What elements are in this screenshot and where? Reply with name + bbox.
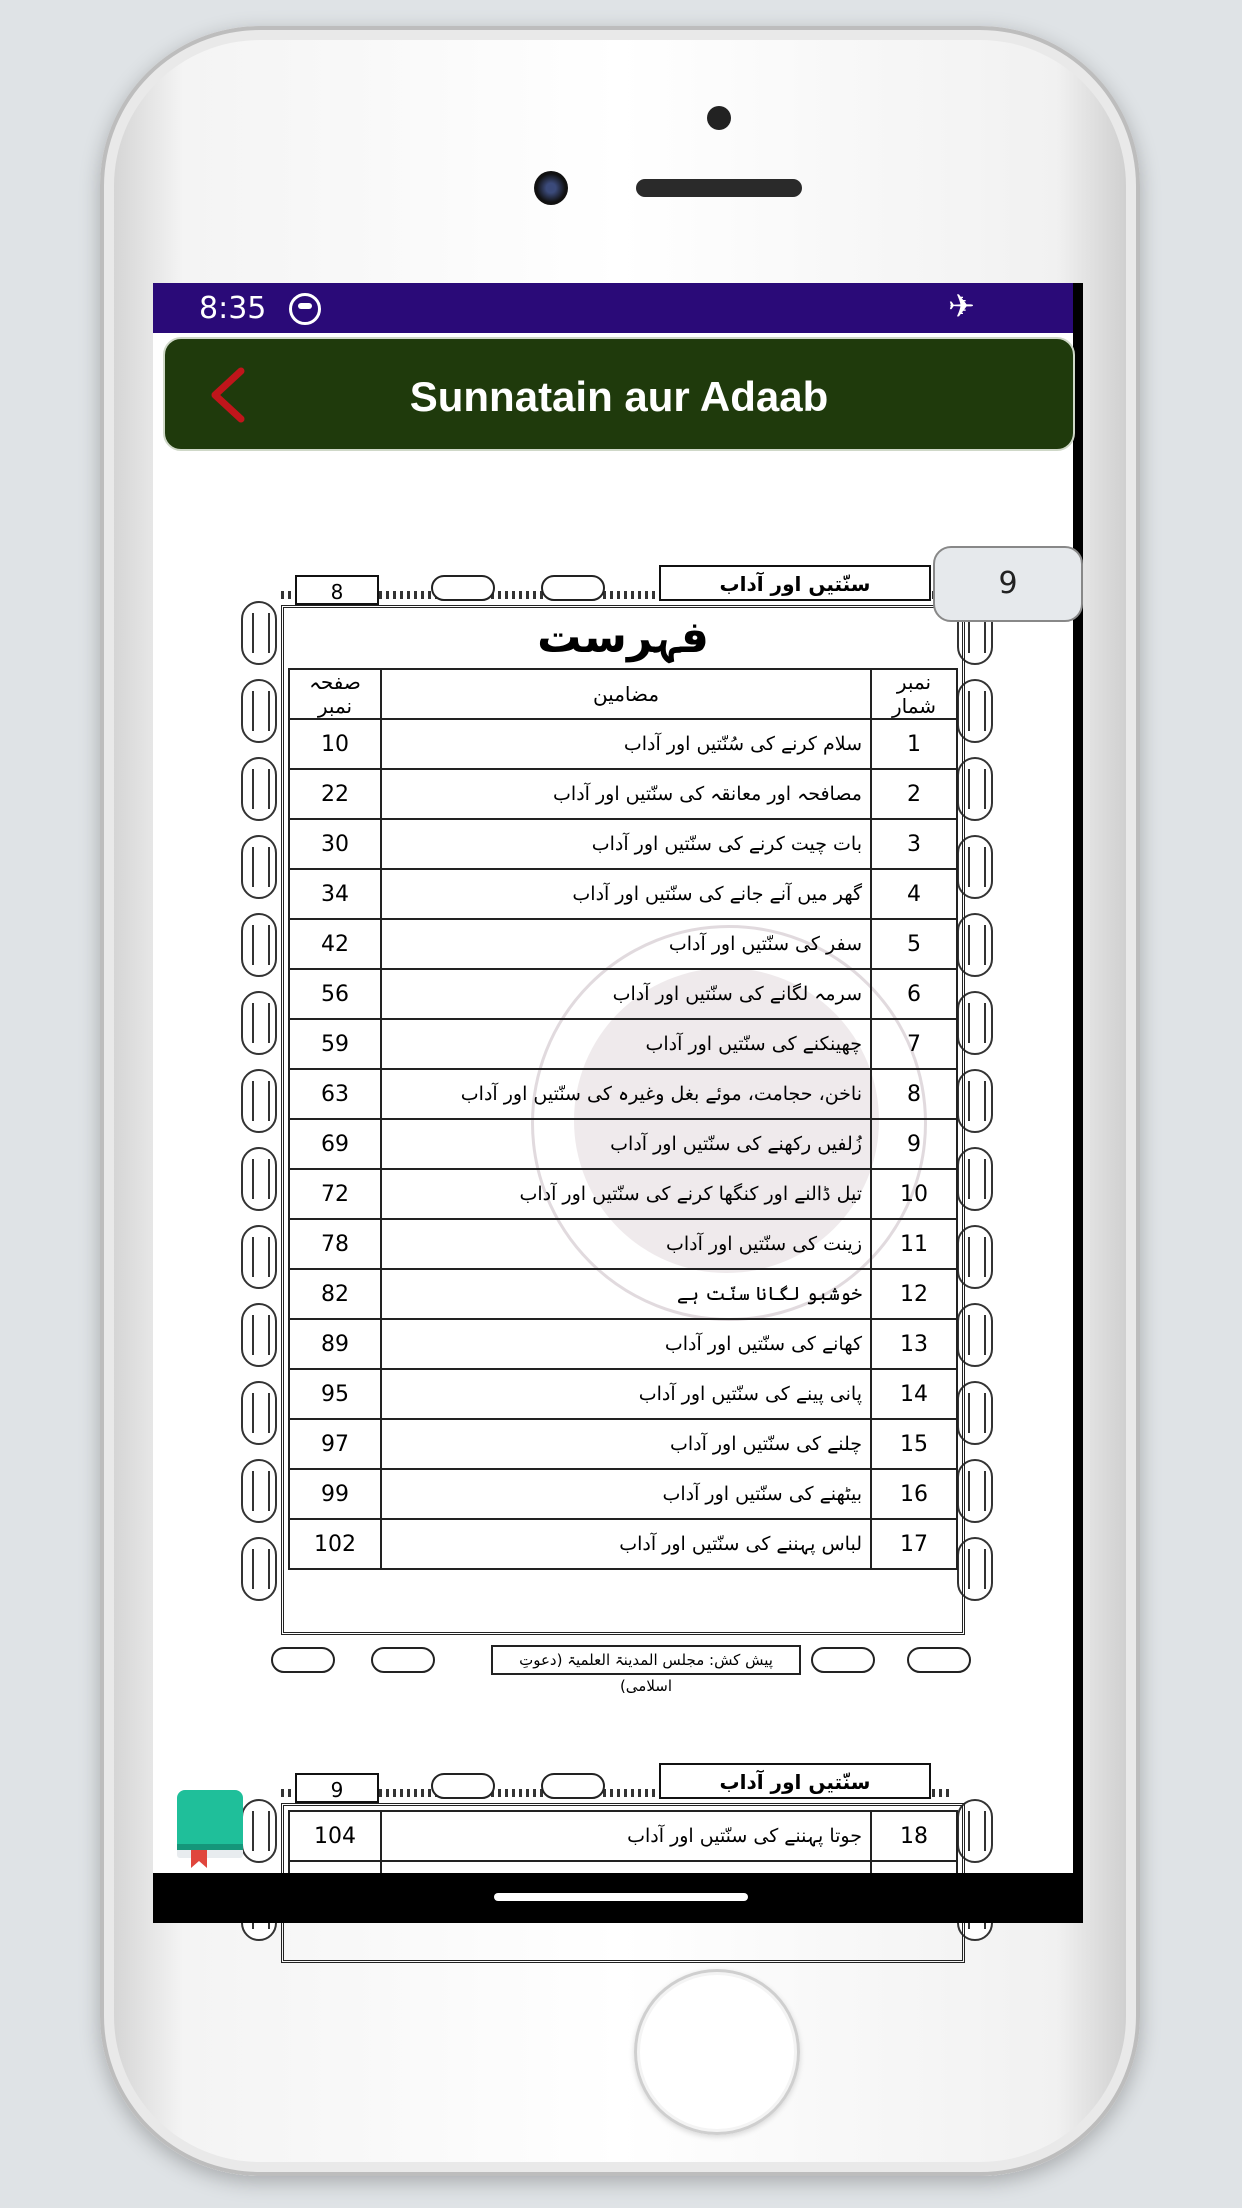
row-serial: 9 xyxy=(871,1119,957,1169)
notification-icon xyxy=(289,293,321,325)
row-topic: زُلفیں رکھنے کی سنّتیں اور آداب xyxy=(381,1119,871,1169)
row-topic: چلنے کی سنّتیں اور آداب xyxy=(381,1419,871,1469)
row-page: 72 xyxy=(289,1169,381,1219)
row-serial: 12 xyxy=(871,1269,957,1319)
status-time: 8:35 xyxy=(199,291,267,326)
home-button[interactable] xyxy=(634,1969,800,2135)
book-title: سنّتیں اور آداب xyxy=(659,1763,931,1799)
table-row[interactable] xyxy=(289,1119,957,1169)
table-row[interactable] xyxy=(289,1269,957,1319)
app-bar xyxy=(163,337,1075,451)
row-topic: بیٹھنے کی سنّتیں اور آداب xyxy=(381,1469,871,1519)
row-page: 78 xyxy=(289,1219,381,1269)
table-row[interactable] xyxy=(289,1419,957,1469)
row-topic: پانی پینے کی سنّتیں اور آداب xyxy=(381,1369,871,1419)
row-serial: 14 xyxy=(871,1369,957,1419)
row-topic: زینت کی سنّتیں اور آداب xyxy=(381,1219,871,1269)
earpiece-speaker xyxy=(636,179,802,197)
table-row[interactable] xyxy=(289,1219,957,1269)
row-topic: لباس پہننے کی سنّتیں اور آداب xyxy=(381,1519,871,1569)
seal-ornament xyxy=(371,1647,435,1673)
row-page: 59 xyxy=(289,1019,381,1069)
table-row[interactable] xyxy=(289,1019,957,1069)
row-serial: 1 xyxy=(871,719,957,769)
table-row[interactable] xyxy=(289,1169,957,1219)
table-row[interactable] xyxy=(289,1319,957,1369)
row-topic: چھینکنے کی سنّتیں اور آداب xyxy=(381,1019,871,1069)
row-serial: 3 xyxy=(871,819,957,869)
app-content xyxy=(153,333,1073,1873)
toc-frame xyxy=(281,605,965,1635)
table-row[interactable] xyxy=(289,1469,957,1519)
row-serial: 16 xyxy=(871,1469,957,1519)
seal-ornament xyxy=(811,1647,875,1673)
row-serial: 7 xyxy=(871,1019,957,1069)
row-serial: 13 xyxy=(871,1319,957,1369)
row-topic: خوشبو لگانا سنّت ہے xyxy=(381,1269,871,1319)
row-serial: 11 xyxy=(871,1219,957,1269)
row-page: 89 xyxy=(289,1319,381,1369)
front-camera xyxy=(534,171,568,205)
row-serial: 4 xyxy=(871,869,957,919)
table-row[interactable] xyxy=(289,919,957,969)
seal-ornament xyxy=(541,575,605,601)
table-row[interactable] xyxy=(289,769,957,819)
airplane-mode-icon: ✈ xyxy=(948,287,975,325)
column-header-serial: نمبر شمار xyxy=(871,669,957,719)
row-page: 82 xyxy=(289,1269,381,1319)
row-page: 56 xyxy=(289,969,381,1019)
row-topic: سلام کرنے کی سُنّتیں اور آداب xyxy=(381,719,871,769)
row-topic: کھانے کی سنّتیں اور آداب xyxy=(381,1319,871,1369)
seal-ornament xyxy=(431,575,495,601)
row-page: 102 xyxy=(289,1519,381,1569)
page-indicator: 9 xyxy=(933,546,1083,622)
table-row[interactable] xyxy=(289,1519,957,1569)
row-page: 42 xyxy=(289,919,381,969)
row-serial: 5 xyxy=(871,919,957,969)
row-topic: ناخن، حجامت، موئے بغل وغیرہ کی سنّتیں اور آداب xyxy=(381,1069,871,1119)
seal-ornament xyxy=(907,1647,971,1673)
table-row[interactable] xyxy=(289,1369,957,1419)
row-page: 22 xyxy=(289,769,381,819)
row-topic: مصافحہ اور معانقہ کی سنّتیں اور آداب xyxy=(381,769,871,819)
book-page-8[interactable] xyxy=(241,565,995,1695)
home-indicator[interactable] xyxy=(494,1893,748,1901)
column-header-topic: مضامین xyxy=(381,669,871,719)
device-screen xyxy=(153,283,1083,1923)
seal-ornament xyxy=(541,1773,605,1799)
row-page: 97 xyxy=(289,1419,381,1469)
page-number: 9 xyxy=(295,1773,379,1803)
row-topic: تیل ڈالنے اور کنگھا کرنے کی سنّتیں اور آداب xyxy=(381,1169,871,1219)
row-serial: 2 xyxy=(871,769,957,819)
row-page: 30 xyxy=(289,819,381,869)
seal-ornament xyxy=(431,1773,495,1799)
publisher-credit: پیش کش: مجلس المدینۃ العلمیۃ (دعوتِ اسلامی) xyxy=(491,1645,801,1675)
row-serial: 10 xyxy=(871,1169,957,1219)
app-title: Sunnatain aur Adaab xyxy=(409,373,829,420)
table-row[interactable] xyxy=(289,869,957,919)
bookmark-book-icon[interactable] xyxy=(173,1788,245,1868)
table-row[interactable] xyxy=(289,719,957,769)
row-page: 95 xyxy=(289,1369,381,1419)
row-page: 99 xyxy=(289,1469,381,1519)
row-topic: سفر کی سنّتیں اور آداب xyxy=(381,919,871,969)
row-page: 63 xyxy=(289,1069,381,1119)
page-number: 8 xyxy=(295,575,379,605)
row-topic: جوتا پہننے کی سنّتیں اور آداب xyxy=(381,1811,871,1861)
column-header-page: صفحہ نمبر xyxy=(289,669,381,719)
table-header-row xyxy=(289,669,957,719)
row-page: 34 xyxy=(289,869,381,919)
row-serial: 8 xyxy=(871,1069,957,1119)
row-serial: 15 xyxy=(871,1419,957,1469)
row-page: 69 xyxy=(289,1119,381,1169)
table-row[interactable] xyxy=(289,1811,957,1861)
row-topic: گھر میں آنے جانے کی سنّتیں اور آداب xyxy=(381,869,871,919)
row-serial: 18 xyxy=(871,1811,957,1861)
row-page: 10 xyxy=(289,719,381,769)
seal-ornament xyxy=(271,1647,335,1673)
row-serial: 17 xyxy=(871,1519,957,1569)
row-topic: سرمہ لگانے کی سنّتیں اور آداب xyxy=(381,969,871,1019)
table-row[interactable] xyxy=(289,1069,957,1119)
toc-heading: فہرست xyxy=(537,612,709,663)
proximity-sensor xyxy=(707,106,731,130)
book-title: سنّتیں اور آداب xyxy=(659,565,931,601)
left-border-ornament xyxy=(241,601,279,1615)
row-serial: 6 xyxy=(871,969,957,1019)
status-bar xyxy=(153,283,1073,333)
table-row[interactable] xyxy=(289,819,957,869)
table-row[interactable] xyxy=(289,969,957,1019)
toc-table xyxy=(288,668,958,1570)
navigation-bar xyxy=(153,1873,1083,1923)
row-topic: بات چیت کرنے کی سنّتیں اور آداب xyxy=(381,819,871,869)
phone-frame xyxy=(100,26,1140,2176)
page-footer xyxy=(271,1645,971,1695)
row-page: 104 xyxy=(289,1811,381,1861)
